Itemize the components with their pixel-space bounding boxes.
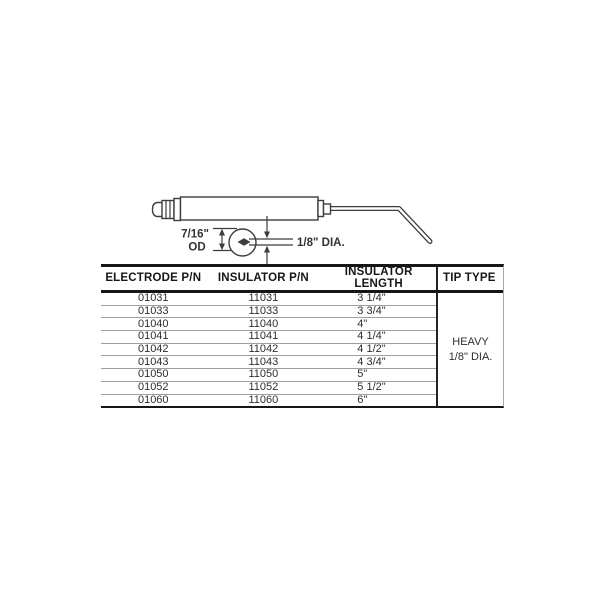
insulator-pn: 11052: [206, 381, 322, 394]
od-dimension-label2: OD: [188, 241, 206, 254]
insulator-length: 5": [321, 369, 437, 382]
insulator-length: 3 3/4": [321, 305, 437, 318]
tip-type-line2: 1/8" DIA.: [448, 350, 493, 363]
tip-type-cell: [437, 292, 503, 407]
bent-wire-rod: [330, 209, 430, 242]
parts-table: [101, 264, 504, 408]
insulator-length: 4": [321, 318, 437, 331]
insulator-pn: 11031: [206, 292, 322, 306]
insulator-pn: 11050: [206, 369, 322, 382]
electrode-pn: 01042: [101, 343, 206, 356]
insulator-length: 6": [357, 393, 368, 406]
flange: [174, 199, 181, 221]
cross-section-detail: [181, 216, 344, 265]
end-flange: [318, 201, 324, 217]
electrode-pn: 01031: [101, 292, 206, 306]
electrode-pn: 01060: [137, 393, 169, 406]
tip-type-line1: HEAVY: [452, 335, 489, 348]
insulator-length: 5 1/2": [321, 381, 437, 394]
insulator-length: 3 1/4": [321, 292, 437, 306]
electrode-pn: 01040: [101, 318, 206, 331]
insulator-body: [181, 197, 319, 220]
insulator-pn: 11040: [206, 318, 322, 331]
insulator-length: 4 1/2": [321, 343, 437, 356]
dia-dimension-label: 1/8" DIA.: [297, 237, 345, 249]
insulator-length: 4 3/4": [321, 356, 437, 369]
od-dimension-label: 7/16": [181, 228, 209, 241]
table-row: [101, 292, 503, 306]
insulator-length: 4 1/4": [321, 331, 437, 344]
electrode-pn: 01050: [101, 369, 206, 382]
insulator-pn: 11043: [206, 356, 322, 369]
electrode-pn: 01043: [101, 356, 206, 369]
insulator-pn: 11042: [206, 343, 322, 356]
header-insulator-pn: INSULATOR P/N: [206, 267, 322, 292]
table-header-row: [101, 267, 503, 292]
electrode-pn: 01041: [101, 331, 206, 344]
end-collar: [324, 204, 331, 214]
electrode-pn: 01033: [101, 305, 206, 318]
insulator-pn: 11060: [248, 393, 279, 406]
insulator-pn: 11033: [206, 305, 322, 318]
header-tip-type: TIP TYPE: [437, 267, 503, 292]
header-electrode-pn: ELECTRODE P/N: [101, 267, 206, 292]
terminal-ribs: [162, 201, 174, 219]
header-insulator-length: INSULATOR LENGTH: [321, 267, 437, 292]
insulator-pn: 11041: [206, 331, 322, 344]
electrode-pn: 01052: [101, 381, 206, 394]
